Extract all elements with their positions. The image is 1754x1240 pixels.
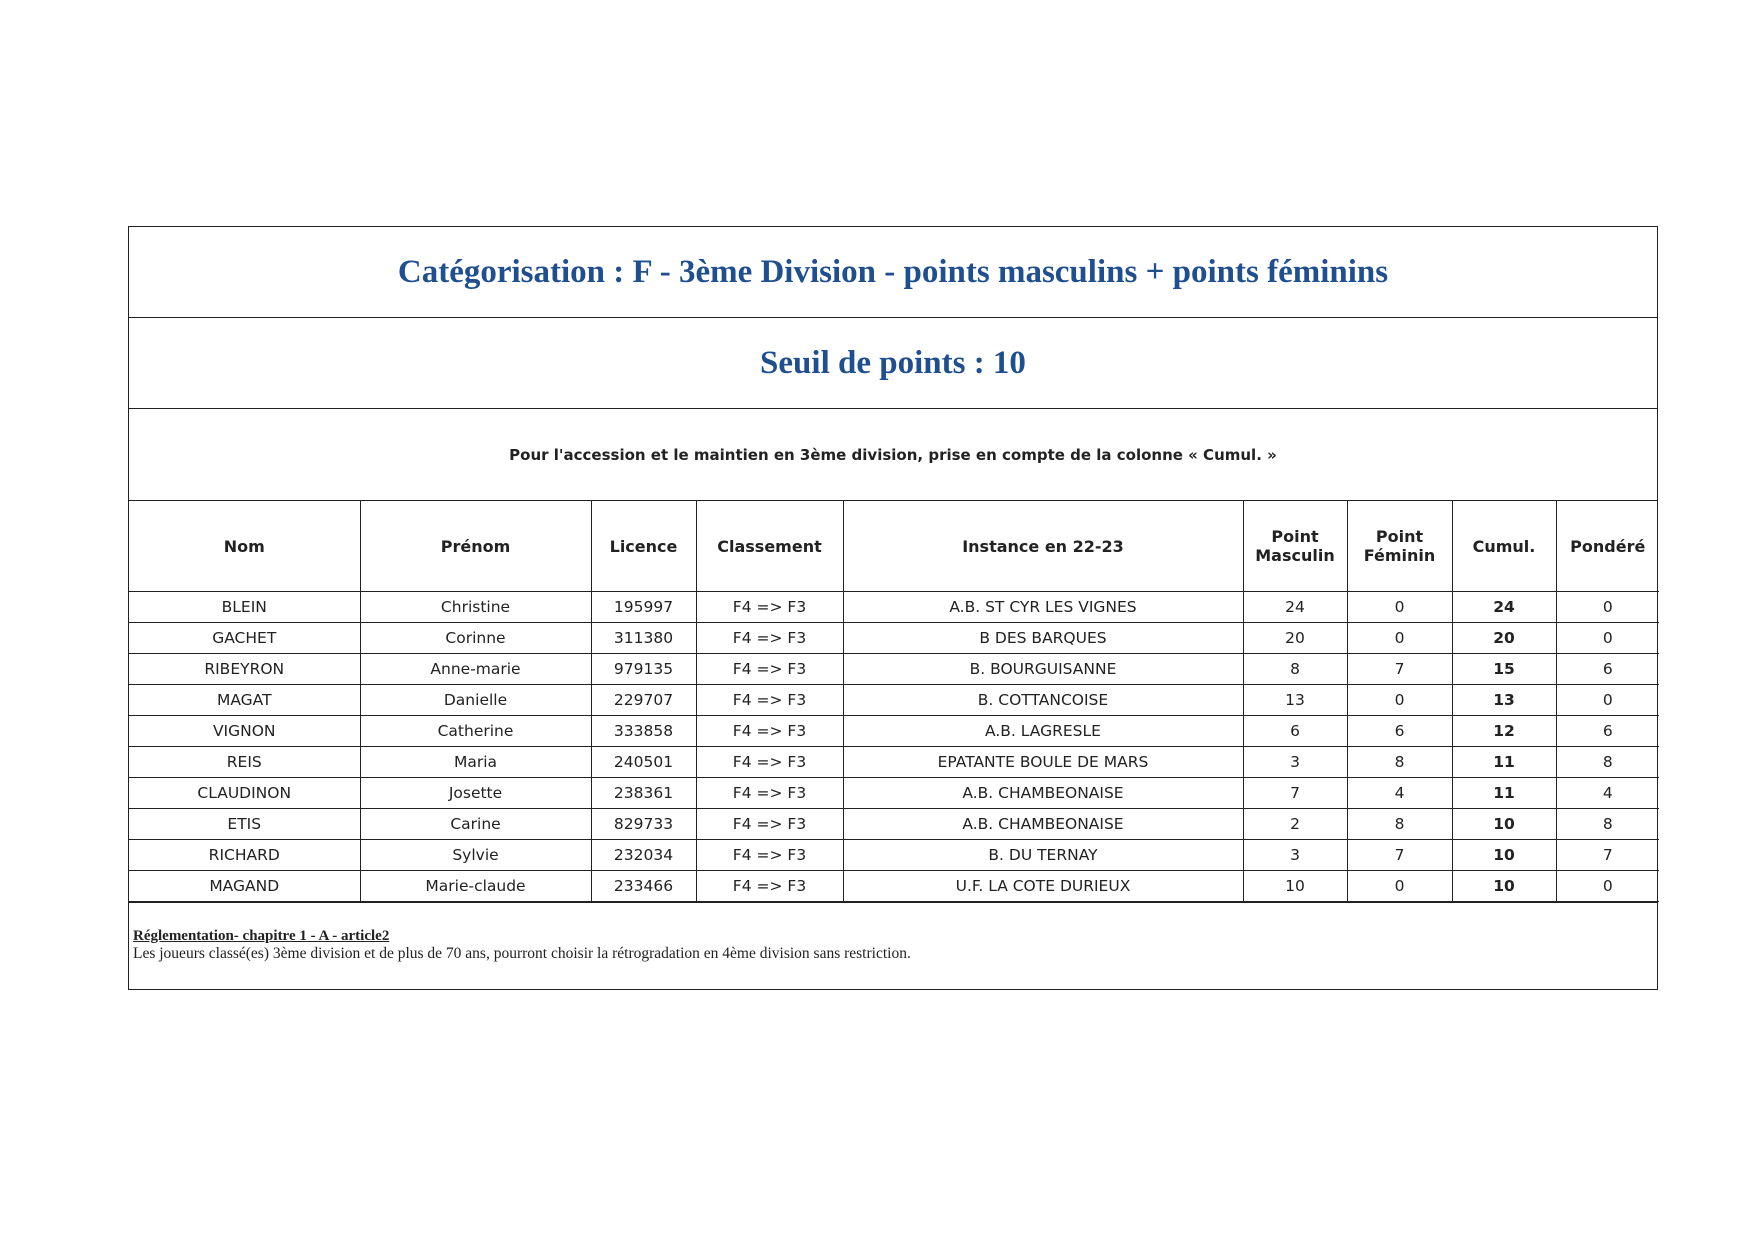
cell-masculin: 3 [1243,747,1347,778]
table-row [129,747,1659,778]
cell-classement: F4 => F3 [696,592,843,623]
results-table [129,501,1659,902]
cell-feminin: 8 [1347,809,1452,840]
cell-pondere: 0 [1556,871,1659,902]
cell-nom: VIGNON [129,716,360,747]
cell-prenom: Corinne [360,623,591,654]
cell-nom: BLEIN [129,592,360,623]
cell-classement: F4 => F3 [696,871,843,902]
cell-feminin: 7 [1347,654,1452,685]
cell-licence: 195997 [591,592,696,623]
cell-pondere: 0 [1556,685,1659,716]
cell-feminin: 6 [1347,716,1452,747]
cell-masculin: 3 [1243,840,1347,871]
cell-instance: B. DU TERNAY [843,840,1243,871]
cell-instance: B DES BARQUES [843,623,1243,654]
cell-licence: 979135 [591,654,696,685]
table-row [129,592,1659,623]
cell-nom: ETIS [129,809,360,840]
threshold-label: Seuil de points : 10 [760,344,1026,381]
categorization-sheet [128,226,1658,990]
cell-classement: F4 => F3 [696,716,843,747]
cell-cumul: 11 [1452,778,1556,809]
cell-masculin: 24 [1243,592,1347,623]
cell-feminin: 8 [1347,747,1452,778]
cell-prenom: Catherine [360,716,591,747]
cell-cumul: 15 [1452,654,1556,685]
col-header-point-masculin: Point Masculin [1243,501,1347,592]
col-header-pondere: Pondéré [1556,501,1659,592]
cell-pondere: 0 [1556,623,1659,654]
cell-classement: F4 => F3 [696,809,843,840]
cell-masculin: 2 [1243,809,1347,840]
cell-licence: 233466 [591,871,696,902]
cell-instance: B. COTTANCOISE [843,685,1243,716]
cell-prenom: Josette [360,778,591,809]
table-row [129,809,1659,840]
cell-instance: A.B. ST CYR LES VIGNES [843,592,1243,623]
table-row [129,654,1659,685]
note-band [129,409,1657,501]
cell-prenom: Marie-claude [360,871,591,902]
cell-licence: 829733 [591,809,696,840]
cell-pondere: 8 [1556,809,1659,840]
cell-instance: A.B. CHAMBEONAISE [843,778,1243,809]
cell-classement: F4 => F3 [696,623,843,654]
cell-classement: F4 => F3 [696,654,843,685]
cell-prenom: Christine [360,592,591,623]
col-header-point-feminin: Point Féminin [1347,501,1452,592]
cell-nom: GACHET [129,623,360,654]
cell-classement: F4 => F3 [696,840,843,871]
cell-masculin: 13 [1243,685,1347,716]
col-header-prenom: Prénom [360,501,591,592]
cell-cumul: 10 [1452,871,1556,902]
cell-pondere: 8 [1556,747,1659,778]
table-row [129,871,1659,902]
cell-pondere: 4 [1556,778,1659,809]
cell-nom: RIBEYRON [129,654,360,685]
cell-licence: 333858 [591,716,696,747]
cell-pondere: 6 [1556,654,1659,685]
cell-licence: 229707 [591,685,696,716]
cell-feminin: 0 [1347,685,1452,716]
regulation-heading: Réglementation- chapitre 1 - A - article2 [133,928,390,944]
cell-feminin: 0 [1347,623,1452,654]
table-row [129,685,1659,716]
cell-cumul: 10 [1452,840,1556,871]
col-header-cumul: Cumul. [1452,501,1556,592]
cell-prenom: Danielle [360,685,591,716]
cell-licence: 238361 [591,778,696,809]
accession-note: Pour l'accession et le maintien en 3ème division, prise en compte de la colonne « Cumul. » [509,445,1277,464]
cell-masculin: 7 [1243,778,1347,809]
cell-cumul: 12 [1452,716,1556,747]
table-row [129,840,1659,871]
regulation-text: Les joueurs classé(es) 3ème division et de plus de 70 ans, pourront choisir la rétrogradation en 4ème division sans restriction. [133,945,911,962]
cell-nom: RICHARD [129,840,360,871]
cell-cumul: 11 [1452,747,1556,778]
col-header-licence: Licence [591,501,696,592]
cell-cumul: 20 [1452,623,1556,654]
col-header-nom: Nom [129,501,360,592]
table-row [129,778,1659,809]
cell-masculin: 6 [1243,716,1347,747]
cell-licence: 232034 [591,840,696,871]
cell-classement: F4 => F3 [696,778,843,809]
cell-nom: CLAUDINON [129,778,360,809]
cell-feminin: 4 [1347,778,1452,809]
table-row [129,623,1659,654]
cell-feminin: 0 [1347,592,1452,623]
regulation-footer [129,902,1657,989]
cell-feminin: 7 [1347,840,1452,871]
cell-instance: U.F. LA COTE DURIEUX [843,871,1243,902]
cell-prenom: Anne-marie [360,654,591,685]
cell-instance: A.B. LAGRESLE [843,716,1243,747]
cell-prenom: Maria [360,747,591,778]
cell-instance: B. BOURGUISANNE [843,654,1243,685]
cell-prenom: Carine [360,809,591,840]
cell-masculin: 20 [1243,623,1347,654]
cell-feminin: 0 [1347,871,1452,902]
cell-pondere: 0 [1556,592,1659,623]
cell-nom: MAGAT [129,685,360,716]
cell-cumul: 10 [1452,809,1556,840]
table-header-row [129,501,1659,592]
table-row [129,716,1659,747]
threshold-band [129,318,1657,409]
cell-instance: A.B. CHAMBEONAISE [843,809,1243,840]
cell-nom: MAGAND [129,871,360,902]
cell-cumul: 13 [1452,685,1556,716]
cell-licence: 240501 [591,747,696,778]
cell-prenom: Sylvie [360,840,591,871]
col-header-classement: Classement [696,501,843,592]
title-band [129,227,1657,318]
cell-classement: F4 => F3 [696,747,843,778]
col-header-instance: Instance en 22-23 [843,501,1243,592]
cell-instance: EPATANTE BOULE DE MARS [843,747,1243,778]
cell-cumul: 24 [1452,592,1556,623]
cell-pondere: 7 [1556,840,1659,871]
cell-masculin: 10 [1243,871,1347,902]
cell-masculin: 8 [1243,654,1347,685]
cell-licence: 311380 [591,623,696,654]
cell-nom: REIS [129,747,360,778]
page-title: Catégorisation : F - 3ème Division - points masculins + points féminins [397,253,1389,290]
cell-classement: F4 => F3 [696,685,843,716]
cell-pondere: 6 [1556,716,1659,747]
